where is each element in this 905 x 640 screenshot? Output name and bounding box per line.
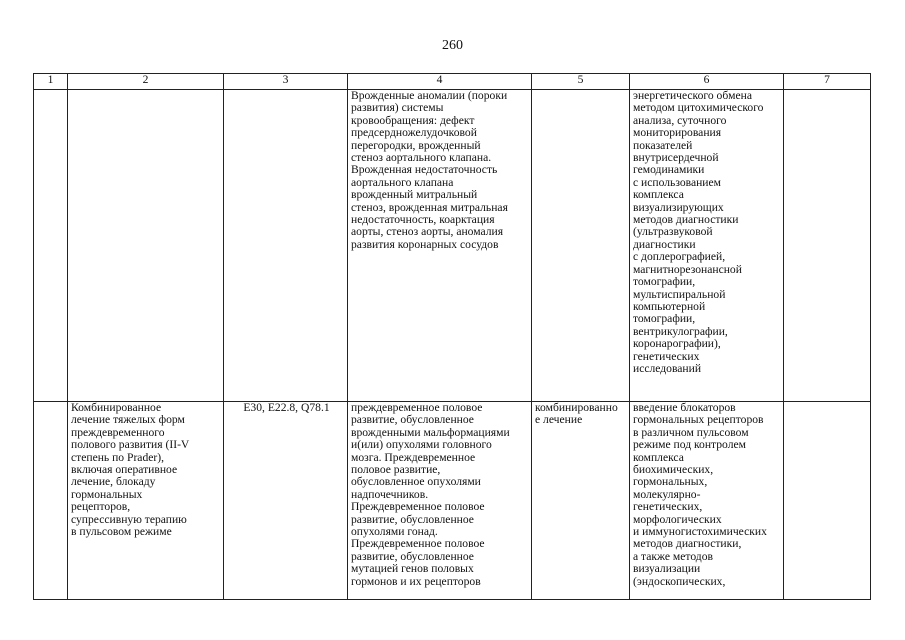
table-row bbox=[34, 90, 871, 402]
header-row bbox=[34, 74, 871, 90]
header-col-2: 2 bbox=[68, 74, 224, 90]
cell-text: E30, E22.8, Q78.1 bbox=[243, 401, 330, 414]
cell-text: введение блокаторов гормональных рецепторов в различном пульсовом режиме под контролем комплекса биохимических, гормональных, молекулярно- генетических, морфологических и иммуногистохимических методов диагностики, а также методов визуализации (эндоскопических, bbox=[633, 401, 767, 588]
row1-col6 bbox=[630, 90, 784, 402]
page-number: 260 bbox=[442, 38, 463, 53]
cell-text: энергетического обмена методом цитохимического анализа, суточного мониторирования показателей внутрисердечной гемодинамики с использованием комплекса визуализирующих методов диагностики (ультразвуковой диагностики с доплерографией, магнитнорезонансной томографии, мультиспиральной компьютерной томографии, вентрикулографии, коронарографии), генетических исследований bbox=[633, 89, 764, 375]
cell-text: преждевременное половое развитие, обусловленное врожденными мальформациями и(или) опухолями головного мозга. Преждевременное половое развитие, обусловленное опухолями надпочечников. Преждевременное половое развитие, обусловленное опухолями гонад. Преждевременное половое развитие, обусловленное мутацией генов половых гормонов и их рецепторов bbox=[351, 401, 510, 588]
row2-col7 bbox=[784, 402, 871, 600]
row1-col1 bbox=[34, 90, 68, 402]
row2-col1 bbox=[34, 402, 68, 600]
row2-col5 bbox=[532, 402, 630, 600]
row1-col3 bbox=[224, 90, 348, 402]
header-col-4: 4 bbox=[348, 74, 532, 90]
table-row bbox=[34, 402, 871, 600]
row2-col6 bbox=[630, 402, 784, 600]
cell-text: Комбинированное лечение тяжелых форм преждевременного полового развития (II-V степень по Prader), включая оперативное лечение, блокаду гормональных рецепторов, супрессивную терапию в пульсовом режиме bbox=[71, 401, 190, 539]
medical-care-table bbox=[33, 73, 871, 600]
row1-col2 bbox=[68, 90, 224, 402]
header-col-3: 3 bbox=[224, 74, 348, 90]
row1-col4 bbox=[348, 90, 532, 402]
header-col-5: 5 bbox=[532, 74, 630, 90]
row2-col2 bbox=[68, 402, 224, 600]
row1-col7 bbox=[784, 90, 871, 402]
cell-text: Врожденные аномалии (пороки развития) системы кровообращения: дефект предсердножелудочковой перегородки, врожденный стеноз аортального клапана. Врожденная недостаточность аортального клапана врожденный митральный стеноз, врожденная митральная недостаточность, коарктация аорты, стеноз аорты, аномалия развития коронарных сосудов bbox=[351, 89, 508, 251]
row2-col3 bbox=[224, 402, 348, 600]
header-col-7: 7 bbox=[784, 74, 871, 90]
cell-text: комбинированно е лечение bbox=[535, 401, 618, 427]
row2-col4 bbox=[348, 402, 532, 600]
header-col-1: 1 bbox=[34, 74, 68, 90]
header-col-6: 6 bbox=[630, 74, 784, 90]
row1-col5 bbox=[532, 90, 630, 402]
